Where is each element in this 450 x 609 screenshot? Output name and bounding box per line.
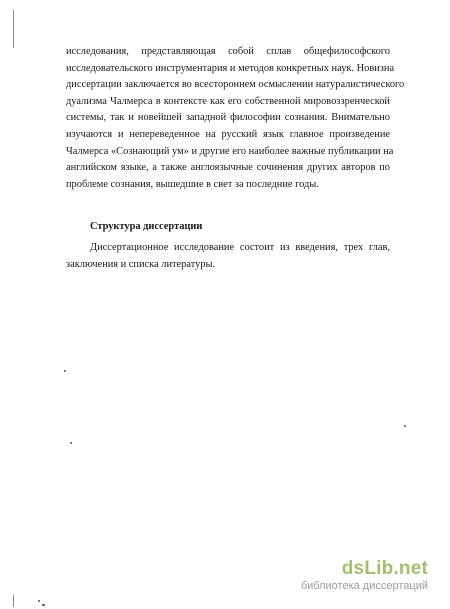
watermark-logo: dsLib.net — [341, 558, 428, 579]
body-paragraph-2 — [66, 240, 390, 273]
body-paragraph-1 — [66, 44, 405, 193]
text-line: исследовательского инструментария и методов конкретных наук. Новизна — [66, 62, 395, 74]
scan-speck — [64, 370, 66, 372]
text-line: проблеме сознания, вышедшие в свет за последние годы. — [66, 178, 319, 190]
text-line: диссертации заключается во всестороннем осмыслении натуралистического — [66, 79, 405, 91]
scan-speck — [42, 604, 45, 606]
scan-speck — [38, 600, 40, 602]
scan-speck — [70, 442, 72, 444]
watermark-subtitle: библиотека диссертаций — [300, 580, 428, 592]
text-line: Чалмерса «Сознающий ум» и другие его наиболее важные публикации на — [66, 145, 394, 157]
text-line: изучаются и непереведенное на русский язык главное произведение — [66, 128, 390, 140]
text-line: исследования, представляющая собой сплав общефилософского — [66, 46, 390, 57]
text-line: английском языке, а также англоязычные сочинения других авторов по — [66, 162, 390, 174]
dslib-watermark — [301, 559, 428, 593]
text-line: дуализма Чалмерса в контексте как его собственной мировоззренческой — [66, 95, 390, 107]
text-line: Диссертационное исследование состоит из введения, трех глав, — [90, 242, 390, 253]
scan-margin-mark — [13, 595, 14, 607]
text-line: системы, так и новейшей западной философии сознания. Внимательно — [66, 112, 390, 124]
scan-margin-mark — [13, 10, 14, 48]
section-heading: Структура диссертации — [90, 221, 203, 232]
text-line: заключения и списка литературы. — [66, 258, 216, 270]
scan-speck — [404, 425, 406, 427]
